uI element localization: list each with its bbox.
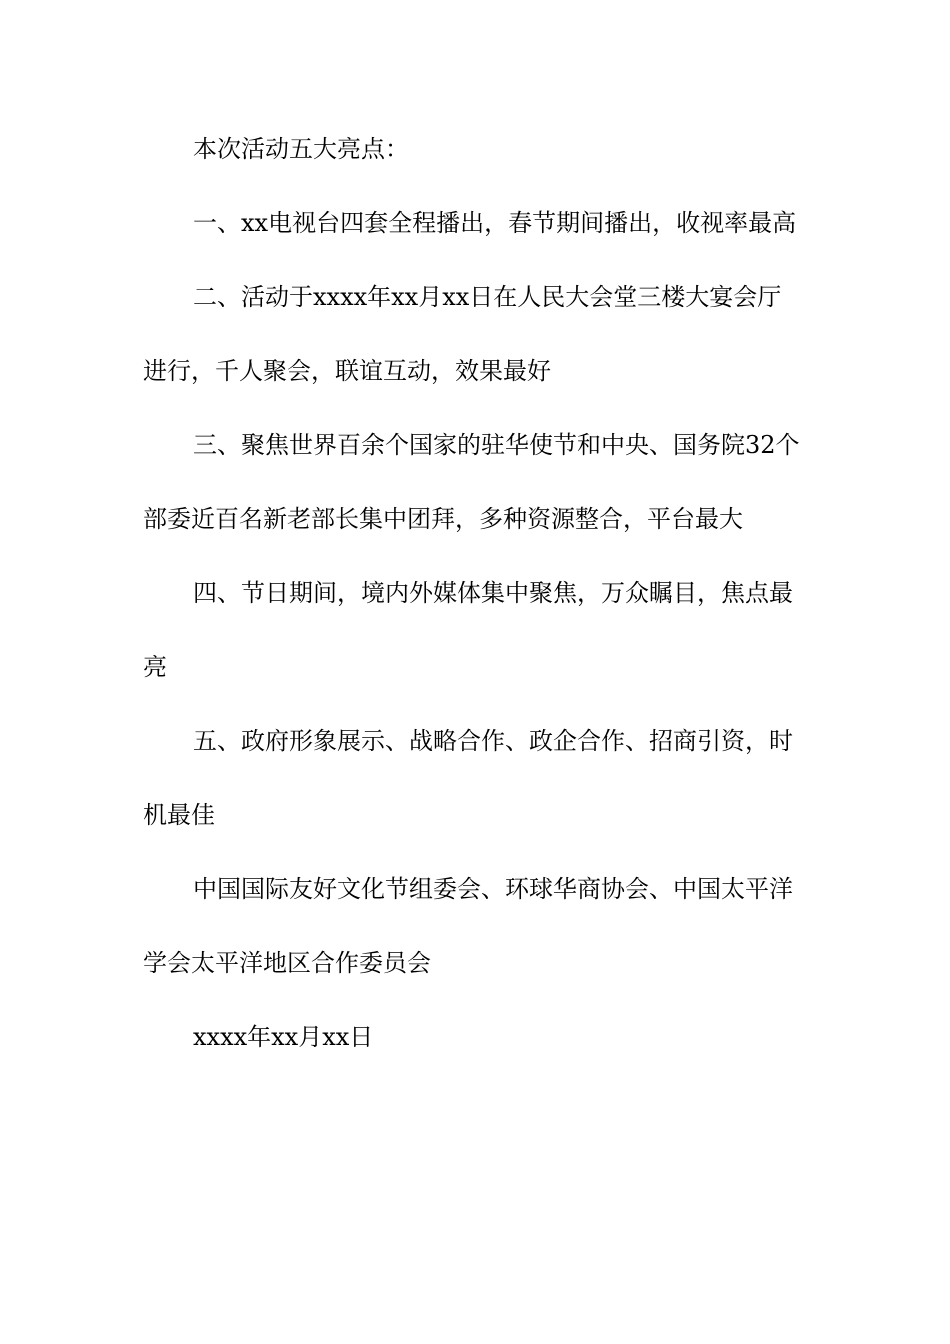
point-2-line-2: 进行，千人聚会，联谊互动，效果最好 xyxy=(143,357,551,385)
point-4-line-2: 亮 xyxy=(143,653,167,681)
organizers-line-2: 学会太平洋地区合作委员会 xyxy=(143,949,431,977)
point-5-line-1: 五、政府形象展示、战略合作、政企合作、招商引资，时 xyxy=(193,727,793,755)
point-5-line-2: 机最佳 xyxy=(143,801,215,829)
point-4-line-1: 四、节日期间，境内外媒体集中聚焦，万众瞩目，焦点最 xyxy=(193,579,793,607)
document-body xyxy=(143,129,807,1091)
point-1-line-1: 一、xx电视台四套全程播出，春节期间播出，收视率最高 xyxy=(193,209,797,237)
highlights-heading: 本次活动五大亮点： xyxy=(193,135,409,163)
organizers-line-1: 中国国际友好文化节组委会、环球华商协会、中国太平洋 xyxy=(193,875,793,903)
document-date: xxxx年xx月xx日 xyxy=(193,1023,374,1051)
point-3-line-1: 三、聚焦世界百余个国家的驻华使节和中央、国务院32个 xyxy=(193,431,800,459)
point-2-line-1: 二、活动于xxxx年xx月xx日在人民大会堂三楼大宴会厅 xyxy=(193,283,782,311)
point-3-line-2: 部委近百名新老部长集中团拜，多种资源整合，平台最大 xyxy=(143,505,743,533)
